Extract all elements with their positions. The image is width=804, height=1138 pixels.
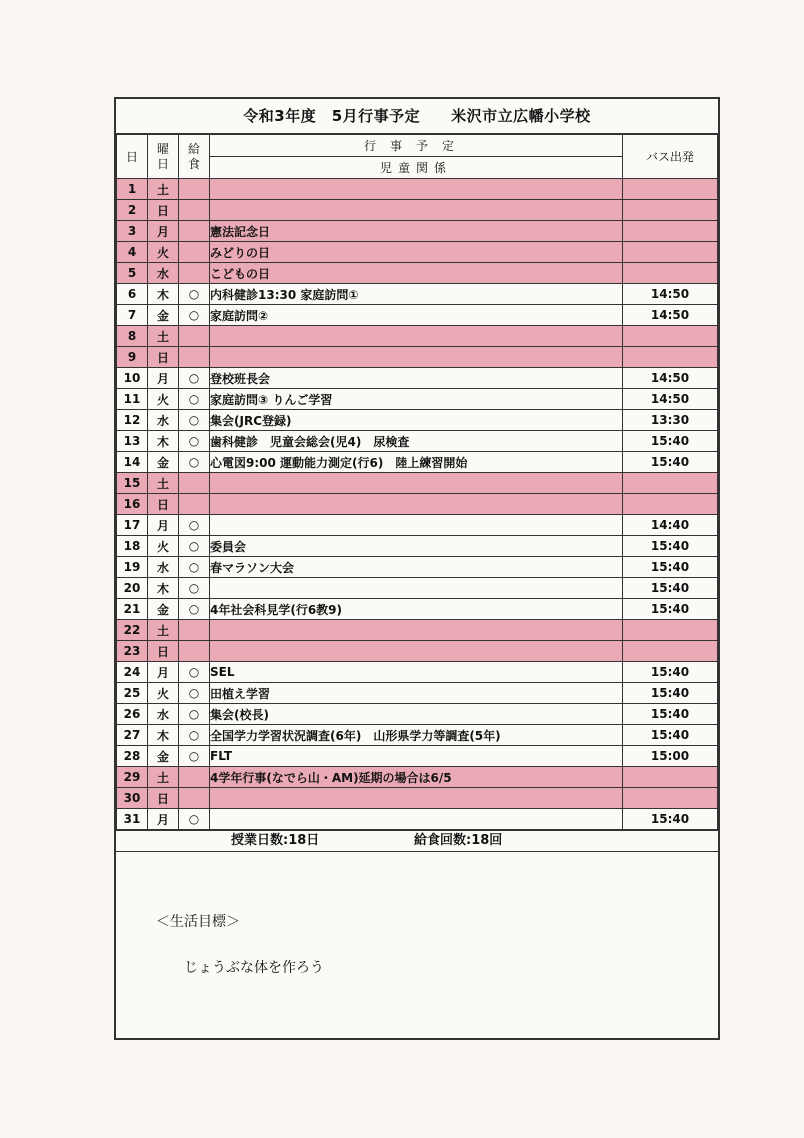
weekday-cell: 日 (148, 788, 179, 809)
table-row (117, 767, 718, 788)
table-row (117, 179, 718, 200)
lunch-cell: ○ (179, 704, 210, 725)
table-row (117, 494, 718, 515)
lunch-cell: ○ (179, 809, 210, 830)
table-row (117, 305, 718, 326)
bus-time-cell: 15:40 (623, 452, 718, 473)
summary-row (116, 830, 718, 852)
header-bus: バス出発 (623, 135, 718, 179)
weekday-cell: 木 (148, 431, 179, 452)
lunch-cell: ○ (179, 683, 210, 704)
day-cell: 30 (117, 788, 148, 809)
bus-time-cell (623, 200, 718, 221)
table-row (117, 452, 718, 473)
day-cell: 14 (117, 452, 148, 473)
table-row (117, 536, 718, 557)
header-lunch (179, 135, 210, 179)
weekday-cell: 月 (148, 809, 179, 830)
header-dow (148, 135, 179, 179)
table-row (117, 809, 718, 830)
header-events-sub: 児童関係 (210, 157, 623, 179)
event-cell: 4学年行事(なでら山・AM)延期の場合は6/5 (210, 767, 623, 788)
table-row (117, 263, 718, 284)
weekday-cell: 土 (148, 620, 179, 641)
weekday-cell: 月 (148, 515, 179, 536)
weekday-cell: 火 (148, 242, 179, 263)
day-cell: 2 (117, 200, 148, 221)
weekday-cell: 土 (148, 767, 179, 788)
day-cell: 25 (117, 683, 148, 704)
weekday-cell: 月 (148, 368, 179, 389)
event-cell (210, 578, 623, 599)
day-cell: 3 (117, 221, 148, 242)
lunch-cell: ○ (179, 725, 210, 746)
lunch-cell: ○ (179, 515, 210, 536)
lunch-cell (179, 221, 210, 242)
day-cell: 4 (117, 242, 148, 263)
bus-time-cell (623, 494, 718, 515)
event-cell: こどもの日 (210, 263, 623, 284)
bus-time-cell (623, 263, 718, 284)
schedule-rows (117, 179, 718, 830)
weekday-cell: 火 (148, 683, 179, 704)
event-cell (210, 473, 623, 494)
event-cell: 春マラソン大会 (210, 557, 623, 578)
weekday-cell: 金 (148, 305, 179, 326)
day-cell: 16 (117, 494, 148, 515)
table-row (117, 221, 718, 242)
event-cell: 憲法記念日 (210, 221, 623, 242)
bus-time-cell: 15:40 (623, 725, 718, 746)
bus-time-cell: 15:40 (623, 809, 718, 830)
weekday-cell: 金 (148, 599, 179, 620)
event-cell: 家庭訪問③ りんご学習 (210, 389, 623, 410)
lunch-count: 給食回数:18回 (414, 833, 503, 848)
table-row (117, 641, 718, 662)
goal-title: ＜生活目標＞ (156, 914, 240, 930)
table-row (117, 662, 718, 683)
event-cell: 田植え学習 (210, 683, 623, 704)
lunch-cell: ○ (179, 431, 210, 452)
weekday-cell: 土 (148, 179, 179, 200)
bus-time-cell (623, 221, 718, 242)
bus-time-cell: 15:40 (623, 662, 718, 683)
weekday-cell: 水 (148, 263, 179, 284)
bus-time-cell (623, 326, 718, 347)
lunch-cell (179, 326, 210, 347)
table-row (117, 200, 718, 221)
header-lunch-text: 給 食 (187, 141, 200, 171)
table-row (117, 389, 718, 410)
bus-time-cell (623, 788, 718, 809)
bus-time-cell: 15:00 (623, 746, 718, 767)
bus-time-cell: 15:40 (623, 536, 718, 557)
day-cell: 9 (117, 347, 148, 368)
bus-time-cell: 15:40 (623, 704, 718, 725)
goal-text: じょうぶな体を作ろう (184, 960, 324, 976)
weekday-cell: 水 (148, 557, 179, 578)
table-row (117, 368, 718, 389)
day-cell: 24 (117, 662, 148, 683)
table-row (117, 326, 718, 347)
event-cell: 集会(校長) (210, 704, 623, 725)
event-cell: 心電図9:00 運動能力測定(行6) 陸上練習開始 (210, 452, 623, 473)
event-cell (210, 347, 623, 368)
header-dow-text: 曜 日 (156, 141, 169, 171)
bus-time-cell: 14:50 (623, 284, 718, 305)
table-row (117, 347, 718, 368)
table-row (117, 788, 718, 809)
bus-time-cell: 14:50 (623, 368, 718, 389)
event-cell (210, 620, 623, 641)
event-cell (210, 809, 623, 830)
table-row (117, 557, 718, 578)
lunch-cell: ○ (179, 746, 210, 767)
weekday-cell: 金 (148, 746, 179, 767)
weekday-cell: 土 (148, 473, 179, 494)
bus-time-cell: 13:30 (623, 410, 718, 431)
bus-time-cell (623, 473, 718, 494)
weekday-cell: 火 (148, 389, 179, 410)
lunch-cell (179, 494, 210, 515)
event-cell: 全国学力学習状況調査(6年) 山形県学力等調査(5年) (210, 725, 623, 746)
day-cell: 28 (117, 746, 148, 767)
lunch-cell: ○ (179, 284, 210, 305)
table-row (117, 620, 718, 641)
bus-time-cell (623, 767, 718, 788)
schedule-sheet (114, 97, 720, 1040)
bus-time-cell (623, 179, 718, 200)
event-cell: 内科健診13:30 家庭訪問① (210, 284, 623, 305)
bus-time-cell: 15:40 (623, 578, 718, 599)
table-row (117, 473, 718, 494)
day-cell: 27 (117, 725, 148, 746)
event-cell (210, 515, 623, 536)
event-cell: 登校班長会 (210, 368, 623, 389)
header-day: 日 (117, 135, 148, 179)
event-cell (210, 200, 623, 221)
day-cell: 15 (117, 473, 148, 494)
bus-time-cell (623, 347, 718, 368)
event-cell (210, 326, 623, 347)
bus-time-cell (623, 620, 718, 641)
day-cell: 20 (117, 578, 148, 599)
event-cell: 歯科健診 児童会総会(児4) 尿検査 (210, 431, 623, 452)
event-cell (210, 788, 623, 809)
lunch-cell: ○ (179, 368, 210, 389)
table-row (117, 746, 718, 767)
lunch-cell (179, 242, 210, 263)
day-cell: 7 (117, 305, 148, 326)
lunch-cell: ○ (179, 389, 210, 410)
weekday-cell: 木 (148, 725, 179, 746)
day-cell: 8 (117, 326, 148, 347)
table-row (117, 431, 718, 452)
day-cell: 10 (117, 368, 148, 389)
schedule-table (116, 134, 718, 830)
weekday-cell: 日 (148, 200, 179, 221)
bus-time-cell: 14:50 (623, 389, 718, 410)
weekday-cell: 水 (148, 410, 179, 431)
day-cell: 12 (117, 410, 148, 431)
lunch-cell (179, 263, 210, 284)
weekday-cell: 月 (148, 662, 179, 683)
weekday-cell: 日 (148, 494, 179, 515)
lunch-cell (179, 767, 210, 788)
bus-time-cell: 15:40 (623, 431, 718, 452)
bus-time-cell (623, 242, 718, 263)
lunch-cell: ○ (179, 599, 210, 620)
lunch-cell (179, 473, 210, 494)
lunch-cell: ○ (179, 410, 210, 431)
event-cell: FLT (210, 746, 623, 767)
lunch-cell: ○ (179, 557, 210, 578)
bus-time-cell: 15:40 (623, 683, 718, 704)
weekday-cell: 日 (148, 347, 179, 368)
event-cell (210, 494, 623, 515)
event-cell: SEL (210, 662, 623, 683)
event-cell (210, 641, 623, 662)
page-title: 令和3年度 5月行事予定 米沢市立広幡小学校 (116, 99, 718, 134)
weekday-cell: 日 (148, 641, 179, 662)
header-events: 行事予定 (210, 135, 623, 157)
lunch-cell: ○ (179, 578, 210, 599)
lunch-cell: ○ (179, 536, 210, 557)
day-cell: 13 (117, 431, 148, 452)
lunch-cell: ○ (179, 662, 210, 683)
lunch-cell: ○ (179, 305, 210, 326)
day-cell: 26 (117, 704, 148, 725)
table-row (117, 578, 718, 599)
table-row (117, 599, 718, 620)
day-cell: 18 (117, 536, 148, 557)
day-cell: 21 (117, 599, 148, 620)
table-row (117, 725, 718, 746)
table-row (117, 515, 718, 536)
lunch-cell (179, 200, 210, 221)
school-days: 授業日数:18日 (231, 833, 320, 848)
weekday-cell: 水 (148, 704, 179, 725)
day-cell: 5 (117, 263, 148, 284)
weekday-cell: 金 (148, 452, 179, 473)
day-cell: 19 (117, 557, 148, 578)
lunch-cell (179, 179, 210, 200)
event-cell: 家庭訪問② (210, 305, 623, 326)
weekday-cell: 木 (148, 578, 179, 599)
weekday-cell: 月 (148, 221, 179, 242)
day-cell: 23 (117, 641, 148, 662)
day-cell: 6 (117, 284, 148, 305)
lunch-cell (179, 620, 210, 641)
lunch-cell (179, 788, 210, 809)
day-cell: 17 (117, 515, 148, 536)
lunch-cell (179, 641, 210, 662)
day-cell: 22 (117, 620, 148, 641)
table-row (117, 242, 718, 263)
bus-time-cell: 15:40 (623, 557, 718, 578)
table-row (117, 704, 718, 725)
lunch-cell: ○ (179, 452, 210, 473)
day-cell: 11 (117, 389, 148, 410)
weekday-cell: 土 (148, 326, 179, 347)
table-row (117, 410, 718, 431)
bus-time-cell: 15:40 (623, 599, 718, 620)
table-row (117, 683, 718, 704)
day-cell: 29 (117, 767, 148, 788)
lunch-cell (179, 347, 210, 368)
event-cell: みどりの日 (210, 242, 623, 263)
table-row (117, 284, 718, 305)
bus-time-cell: 14:40 (623, 515, 718, 536)
event-cell (210, 179, 623, 200)
event-cell: 集会(JRC登録) (210, 410, 623, 431)
bus-time-cell (623, 641, 718, 662)
day-cell: 31 (117, 809, 148, 830)
weekday-cell: 火 (148, 536, 179, 557)
day-cell: 1 (117, 179, 148, 200)
bus-time-cell: 14:50 (623, 305, 718, 326)
weekday-cell: 木 (148, 284, 179, 305)
event-cell: 委員会 (210, 536, 623, 557)
event-cell: 4年社会科見学(行6教9) (210, 599, 623, 620)
